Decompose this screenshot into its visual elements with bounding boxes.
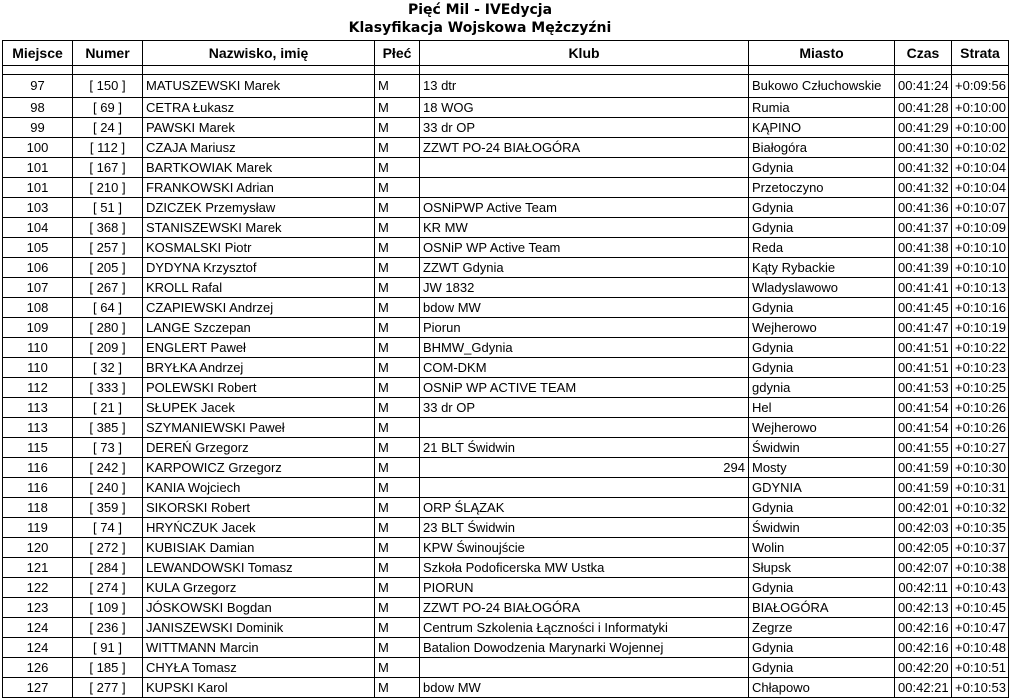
cell-strata: +0:10:31 <box>952 478 1009 498</box>
col-numer[interactable]: Numer <box>73 41 143 66</box>
table-row <box>3 618 1009 638</box>
col-miasto[interactable]: Miasto <box>749 41 895 66</box>
table-row <box>3 75 1009 98</box>
cell-numer: [ 91 ] <box>73 638 143 658</box>
cell-miasto: Gdynia <box>749 658 895 678</box>
cell-miasto: Kąty Rybackie <box>749 258 895 278</box>
cell-nazwisko: SŁUPEK Jacek <box>143 398 375 418</box>
cell-plec: M <box>375 678 420 698</box>
cell-plec: M <box>375 498 420 518</box>
table-row <box>3 198 1009 218</box>
cell-numer: [ 359 ] <box>73 498 143 518</box>
cell-numer: [ 240 ] <box>73 478 143 498</box>
cell-nazwisko: DEREŃ Grzegorz <box>143 438 375 458</box>
cell-numer: [ 257 ] <box>73 238 143 258</box>
cell-plec: M <box>375 318 420 338</box>
cell-nazwisko: KANIA Wojciech <box>143 478 375 498</box>
cell-numer: [ 280 ] <box>73 318 143 338</box>
cell-miasto: gdynia <box>749 378 895 398</box>
page-title: Pięć Mil - IVEdycja <box>407 2 553 18</box>
cell-plec: M <box>375 338 420 358</box>
cell-czas: 00:42:03 <box>895 518 952 538</box>
cell-miasto: Wolin <box>749 538 895 558</box>
cell-numer: [ 277 ] <box>73 678 143 698</box>
cell-numer: [ 368 ] <box>73 218 143 238</box>
cell-klub: 33 dr OP <box>420 118 749 138</box>
cell-miejsce: 116 <box>3 458 73 478</box>
cell-czas: 00:41:51 <box>895 338 952 358</box>
cell-klub: Piorun <box>420 318 749 338</box>
cell-miasto: Gdynia <box>749 158 895 178</box>
cell-numer: [ 185 ] <box>73 658 143 678</box>
cell-strata: +0:10:30 <box>952 458 1009 478</box>
cell-nazwisko: KUBISIAK Damian <box>143 538 375 558</box>
cell-miasto: Przetoczyno <box>749 178 895 198</box>
cell-klub: ZZWT Gdynia <box>420 258 749 278</box>
cell-czas: 00:41:54 <box>895 418 952 438</box>
cell-miejsce: 122 <box>3 578 73 598</box>
cell-strata: +0:10:10 <box>952 258 1009 278</box>
cell-strata: +0:10:10 <box>952 238 1009 258</box>
table-row <box>3 398 1009 418</box>
cell-miejsce: 118 <box>3 498 73 518</box>
cell-plec: M <box>375 598 420 618</box>
cell-miejsce: 105 <box>3 238 73 258</box>
cell-miejsce: 108 <box>3 298 73 318</box>
cell-klub: bdow MW <box>420 298 749 318</box>
cell-miasto: Bukowo Człuchowskie <box>749 75 895 98</box>
cell-czas: 00:41:32 <box>895 178 952 198</box>
cell-plec: M <box>375 518 420 538</box>
cell-strata: +0:10:04 <box>952 158 1009 178</box>
cell-miejsce: 107 <box>3 278 73 298</box>
cell-nazwisko: LEWANDOWSKI Tomasz <box>143 558 375 578</box>
cell-czas: 00:42:11 <box>895 578 952 598</box>
table-row <box>3 598 1009 618</box>
table-row <box>3 238 1009 258</box>
cell-czas: 00:41:59 <box>895 478 952 498</box>
cell-czas: 00:41:28 <box>895 98 952 118</box>
cell-numer: [ 64 ] <box>73 298 143 318</box>
cell-czas: 00:42:05 <box>895 538 952 558</box>
cell-nazwisko: JANISZEWSKI Dominik <box>143 618 375 638</box>
cell-miasto: Wejherowo <box>749 418 895 438</box>
cell-klub: Centrum Szkolenia Łączności i Informatyki <box>420 618 749 638</box>
cell-nazwisko: KARPOWICZ Grzegorz <box>143 458 375 478</box>
cell-czas: 00:41:51 <box>895 358 952 378</box>
cell-miasto: Gdynia <box>749 358 895 378</box>
cell-nazwisko: DZICZEK Przemysław <box>143 198 375 218</box>
cell-nazwisko: MATUSZEWSKI Marek <box>143 75 375 98</box>
cell-strata: +0:10:13 <box>952 278 1009 298</box>
cell-strata: +0:10:16 <box>952 298 1009 318</box>
table-row <box>3 258 1009 278</box>
cell-czas: 00:41:45 <box>895 298 952 318</box>
cell-nazwisko: DYDYNA Krzysztof <box>143 258 375 278</box>
cell-klub: Szkoła Podoficerska MW Ustka <box>420 558 749 578</box>
cell-plec: M <box>375 158 420 178</box>
cell-klub: JW 1832 <box>420 278 749 298</box>
cell-numer: [ 242 ] <box>73 458 143 478</box>
cell-czas: 00:41:38 <box>895 238 952 258</box>
table-row <box>3 458 1009 478</box>
table-row <box>3 518 1009 538</box>
cell-miasto: Gdynia <box>749 218 895 238</box>
cell-czas: 00:41:32 <box>895 158 952 178</box>
cell-plec: M <box>375 398 420 418</box>
cell-klub: OSNiPWP Active Team <box>420 198 749 218</box>
cell-strata: +0:10:38 <box>952 558 1009 578</box>
cell-strata: +0:10:00 <box>952 98 1009 118</box>
table-row <box>3 418 1009 438</box>
cell-numer: [ 236 ] <box>73 618 143 638</box>
results-body <box>3 66 1009 698</box>
cell-miasto: GDYNIA <box>749 478 895 498</box>
cell-miejsce: 106 <box>3 258 73 278</box>
cell-czas: 00:42:01 <box>895 498 952 518</box>
table-row <box>3 498 1009 518</box>
cell-plec: M <box>375 258 420 278</box>
cell-czas: 00:42:13 <box>895 598 952 618</box>
cell-nazwisko: KROLL Rafal <box>143 278 375 298</box>
table-row <box>3 658 1009 678</box>
cell-numer: [ 112 ] <box>73 138 143 158</box>
cell-plec: M <box>375 238 420 258</box>
cell-klub <box>420 418 749 438</box>
cell-klub <box>420 478 749 498</box>
cell-numer: [ 51 ] <box>73 198 143 218</box>
cell-strata: +0:10:48 <box>952 638 1009 658</box>
col-plec[interactable]: Płeć <box>375 41 420 66</box>
cell-numer: [ 74 ] <box>73 518 143 538</box>
cell-strata: +0:10:25 <box>952 378 1009 398</box>
cell-plec: M <box>375 578 420 598</box>
cell-miejsce: 113 <box>3 398 73 418</box>
cell-plec: M <box>375 98 420 118</box>
cell-czas: 00:42:16 <box>895 638 952 658</box>
cell-strata: +0:10:53 <box>952 678 1009 698</box>
cell-plec: M <box>375 558 420 578</box>
cell-klub: 13 dtr <box>420 75 749 98</box>
cell-miasto: Gdynia <box>749 578 895 598</box>
cell-numer: [ 210 ] <box>73 178 143 198</box>
cell-klub: 23 BLT Świdwin <box>420 518 749 538</box>
cell-plec: M <box>375 438 420 458</box>
cell-strata: +0:10:26 <box>952 398 1009 418</box>
cell-nazwisko: KOSMALSKI Piotr <box>143 238 375 258</box>
header-row <box>3 41 1009 66</box>
cell-miejsce: 110 <box>3 358 73 378</box>
cell-strata: +0:10:22 <box>952 338 1009 358</box>
cell-miasto: Białogóra <box>749 138 895 158</box>
cell-miejsce: 119 <box>3 518 73 538</box>
cell-klub: OSNiP WP ACTIVE TEAM <box>420 378 749 398</box>
cell-strata: +0:10:04 <box>952 178 1009 198</box>
cell-miejsce: 115 <box>3 438 73 458</box>
cell-czas: 00:42:21 <box>895 678 952 698</box>
table-row <box>3 558 1009 578</box>
table-row <box>3 98 1009 118</box>
table-row <box>3 298 1009 318</box>
cell-miasto: Mosty <box>749 458 895 478</box>
cell-numer: [ 272 ] <box>73 538 143 558</box>
cell-numer: [ 274 ] <box>73 578 143 598</box>
table-row <box>3 578 1009 598</box>
cell-klub: ZZWT PO-24 BIAŁOGÓRA <box>420 138 749 158</box>
cell-miasto: BIAŁOGÓRA <box>749 598 895 618</box>
cell-strata: +0:10:02 <box>952 138 1009 158</box>
cell-miasto: Świdwin <box>749 438 895 458</box>
cell-nazwisko: PAWSKI Marek <box>143 118 375 138</box>
cell-numer: [ 385 ] <box>73 418 143 438</box>
cell-klub: bdow MW <box>420 678 749 698</box>
cell-numer: [ 150 ] <box>73 75 143 98</box>
cell-czas: 00:41:47 <box>895 318 952 338</box>
cell-klub: OSNiP WP Active Team <box>420 238 749 258</box>
table-row <box>3 338 1009 358</box>
cell-plec: M <box>375 298 420 318</box>
cell-strata: +0:10:07 <box>952 198 1009 218</box>
cell-czas: 00:41:24 <box>895 75 952 98</box>
cell-plec: M <box>375 278 420 298</box>
cell-plec: M <box>375 178 420 198</box>
cell-klub: ORP ŚLĄZAK <box>420 498 749 518</box>
cell-miasto: Hel <box>749 398 895 418</box>
table-row <box>3 138 1009 158</box>
cell-klub <box>420 178 749 198</box>
cell-klub: Batalion Dowodzenia Marynarki Wojennej <box>420 638 749 658</box>
cell-nazwisko: POLEWSKI Robert <box>143 378 375 398</box>
cell-miejsce: 121 <box>3 558 73 578</box>
cell-strata: +0:10:35 <box>952 518 1009 538</box>
cell-miejsce: 110 <box>3 338 73 358</box>
cell-strata: +0:10:43 <box>952 578 1009 598</box>
cell-klub <box>420 658 749 678</box>
cell-miasto: Słupsk <box>749 558 895 578</box>
cell-miasto: Gdynia <box>749 298 895 318</box>
cell-miasto: Gdynia <box>749 638 895 658</box>
cell-miejsce: 120 <box>3 538 73 558</box>
cell-czas: 00:41:29 <box>895 118 952 138</box>
cell-plec: M <box>375 358 420 378</box>
cell-miejsce: 104 <box>3 218 73 238</box>
cell-czas: 00:42:07 <box>895 558 952 578</box>
cell-miejsce: 116 <box>3 478 73 498</box>
cell-miasto: Gdynia <box>749 198 895 218</box>
cell-strata: +0:10:09 <box>952 218 1009 238</box>
cell-numer: [ 32 ] <box>73 358 143 378</box>
cell-miejsce: 126 <box>3 658 73 678</box>
cell-strata: +0:10:51 <box>952 658 1009 678</box>
col-strata[interactable]: Strata <box>952 41 1009 66</box>
cell-miejsce: 112 <box>3 378 73 398</box>
cell-miasto: Gdynia <box>749 498 895 518</box>
cell-miejsce: 101 <box>3 178 73 198</box>
cell-nazwisko: JÓSKOWSKI Bogdan <box>143 598 375 618</box>
cell-numer: [ 21 ] <box>73 398 143 418</box>
table-row <box>3 318 1009 338</box>
cell-nazwisko: HRYŃCZUK Jacek <box>143 518 375 538</box>
table-row <box>3 358 1009 378</box>
spacer-row <box>3 66 1009 75</box>
cell-czas: 00:41:36 <box>895 198 952 218</box>
cell-numer: [ 333 ] <box>73 378 143 398</box>
cell-czas: 00:42:20 <box>895 658 952 678</box>
cell-nazwisko: KULA Grzegorz <box>143 578 375 598</box>
cell-klub: KPW Świnoujście <box>420 538 749 558</box>
cell-nazwisko: SZYMANIEWSKI Paweł <box>143 418 375 438</box>
cell-plec: M <box>375 378 420 398</box>
cell-miasto: Zegrze <box>749 618 895 638</box>
col-klub[interactable]: Klub <box>420 41 749 66</box>
cell-miejsce: 103 <box>3 198 73 218</box>
cell-miejsce: 99 <box>3 118 73 138</box>
cell-klub: PIORUN <box>420 578 749 598</box>
cell-numer: [ 69 ] <box>73 98 143 118</box>
cell-miasto: Rumia <box>749 98 895 118</box>
col-nazwisko[interactable]: Nazwisko, imię <box>143 41 375 66</box>
cell-plec: M <box>375 75 420 98</box>
cell-strata: +0:10:23 <box>952 358 1009 378</box>
cell-klub-number: 294 <box>723 460 745 475</box>
cell-plec: M <box>375 118 420 138</box>
cell-nazwisko: ENGLERT Paweł <box>143 338 375 358</box>
table-row <box>3 678 1009 698</box>
table-row <box>3 118 1009 138</box>
cell-strata: +0:10:27 <box>952 438 1009 458</box>
page-subtitle: Klasyfikacja Wojskowa Mężczyźni <box>348 20 612 36</box>
cell-klub <box>420 158 749 178</box>
cell-numer: [ 209 ] <box>73 338 143 358</box>
cell-nazwisko: BRYŁKA Andrzej <box>143 358 375 378</box>
cell-miasto: Chłapowo <box>749 678 895 698</box>
cell-numer: [ 24 ] <box>73 118 143 138</box>
cell-miejsce: 113 <box>3 418 73 438</box>
cell-strata: +0:10:47 <box>952 618 1009 638</box>
cell-strata: +0:10:32 <box>952 498 1009 518</box>
table-row <box>3 178 1009 198</box>
cell-nazwisko: WITTMANN Marcin <box>143 638 375 658</box>
cell-strata: +0:10:45 <box>952 598 1009 618</box>
cell-plec: M <box>375 638 420 658</box>
cell-czas: 00:42:16 <box>895 618 952 638</box>
cell-miejsce: 124 <box>3 638 73 658</box>
cell-nazwisko: STANISZEWSKI Marek <box>143 218 375 238</box>
table-row <box>3 218 1009 238</box>
cell-nazwisko: BARTKOWIAK Marek <box>143 158 375 178</box>
cell-nazwisko: CETRA Łukasz <box>143 98 375 118</box>
cell-strata: +0:09:56 <box>952 75 1009 98</box>
col-miejsce[interactable]: Miejsce <box>3 41 73 66</box>
cell-czas: 00:41:39 <box>895 258 952 278</box>
cell-numer: [ 73 ] <box>73 438 143 458</box>
col-czas[interactable]: Czas <box>895 41 952 66</box>
cell-miejsce: 97 <box>3 75 73 98</box>
cell-plec: M <box>375 478 420 498</box>
cell-nazwisko: KUPSKI Karol <box>143 678 375 698</box>
cell-plec: M <box>375 618 420 638</box>
cell-nazwisko: CHYŁA Tomasz <box>143 658 375 678</box>
table-row <box>3 278 1009 298</box>
cell-klub: BHMW_Gdynia <box>420 338 749 358</box>
cell-miasto: Świdwin <box>749 518 895 538</box>
cell-numer: [ 109 ] <box>73 598 143 618</box>
cell-nazwisko: SIKORSKI Robert <box>143 498 375 518</box>
cell-miejsce: 123 <box>3 598 73 618</box>
table-row <box>3 478 1009 498</box>
cell-klub: COM-DKM <box>420 358 749 378</box>
cell-czas: 00:41:54 <box>895 398 952 418</box>
results-table <box>2 40 1009 698</box>
cell-klub: 21 BLT Świdwin <box>420 438 749 458</box>
cell-plec: M <box>375 658 420 678</box>
cell-nazwisko: FRANKOWSKI Adrian <box>143 178 375 198</box>
cell-strata: +0:10:26 <box>952 418 1009 438</box>
cell-klub <box>420 458 749 478</box>
cell-plec: M <box>375 538 420 558</box>
cell-nazwisko: LANGE Szczepan <box>143 318 375 338</box>
cell-klub: KR MW <box>420 218 749 238</box>
cell-klub: 18 WOG <box>420 98 749 118</box>
cell-nazwisko: CZAJA Mariusz <box>143 138 375 158</box>
cell-numer: [ 267 ] <box>73 278 143 298</box>
cell-plec: M <box>375 138 420 158</box>
cell-miejsce: 100 <box>3 138 73 158</box>
cell-miasto: Wejherowo <box>749 318 895 338</box>
cell-numer: [ 284 ] <box>73 558 143 578</box>
cell-plec: M <box>375 458 420 478</box>
table-row <box>3 378 1009 398</box>
cell-czas: 00:41:37 <box>895 218 952 238</box>
cell-klub: 33 dr OP <box>420 398 749 418</box>
cell-plec: M <box>375 198 420 218</box>
cell-miejsce: 127 <box>3 678 73 698</box>
cell-miasto: Wladyslawowo <box>749 278 895 298</box>
table-row <box>3 438 1009 458</box>
table-row <box>3 158 1009 178</box>
cell-miasto: Gdynia <box>749 338 895 358</box>
cell-miasto: KĄPINO <box>749 118 895 138</box>
cell-czas: 00:41:41 <box>895 278 952 298</box>
cell-strata: +0:10:19 <box>952 318 1009 338</box>
cell-numer: [ 167 ] <box>73 158 143 178</box>
cell-klub: ZZWT PO-24 BIAŁOGÓRA <box>420 598 749 618</box>
cell-miejsce: 109 <box>3 318 73 338</box>
cell-plec: M <box>375 418 420 438</box>
cell-czas: 00:41:53 <box>895 378 952 398</box>
cell-miejsce: 98 <box>3 98 73 118</box>
cell-miasto: Reda <box>749 238 895 258</box>
cell-czas: 00:41:55 <box>895 438 952 458</box>
table-row <box>3 538 1009 558</box>
cell-strata: +0:10:00 <box>952 118 1009 138</box>
cell-strata: +0:10:37 <box>952 538 1009 558</box>
cell-plec: M <box>375 218 420 238</box>
cell-czas: 00:41:30 <box>895 138 952 158</box>
cell-nazwisko: CZAPIEWSKI Andrzej <box>143 298 375 318</box>
cell-miejsce: 124 <box>3 618 73 638</box>
table-row <box>3 638 1009 658</box>
cell-czas: 00:41:59 <box>895 458 952 478</box>
cell-numer: [ 205 ] <box>73 258 143 278</box>
cell-miejsce: 101 <box>3 158 73 178</box>
